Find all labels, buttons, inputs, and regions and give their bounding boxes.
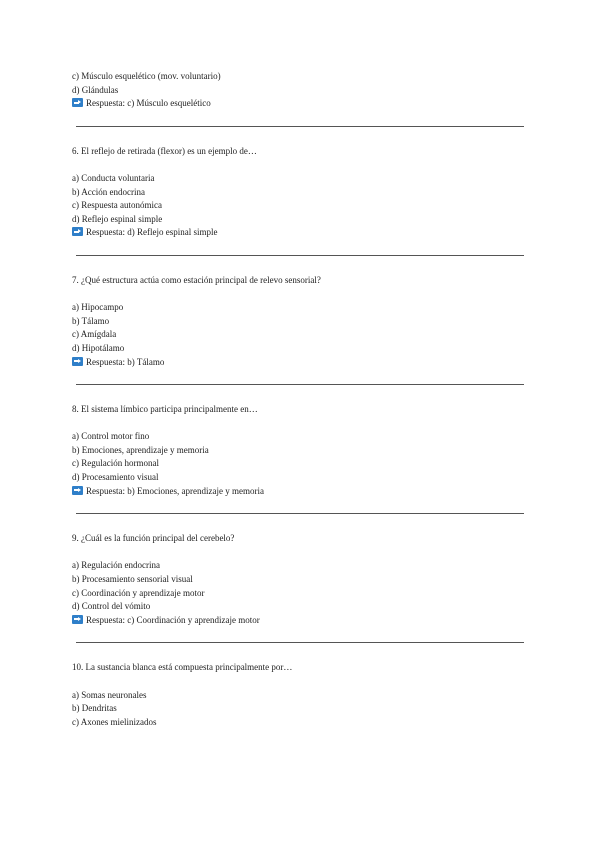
answer-text: Respuesta: b) Tálamo — [86, 356, 165, 367]
option-d: d) Procesamiento visual — [72, 472, 159, 483]
option-a: a) Hipocampo — [72, 302, 124, 313]
question-block-8 — [72, 403, 524, 498]
answer-text: Respuesta: d) Reflejo espinal simple — [86, 227, 218, 238]
option-c: c) Respuesta autonómica — [72, 200, 162, 211]
option-c: c) Músculo esquelético (mov. voluntario) — [72, 71, 221, 81]
question-text: 9. ¿Cuál es la función principal del cerebelo? — [72, 533, 235, 544]
option-c: c) Regulación hormonal — [72, 458, 159, 469]
option-d: d) Reflejo espinal simple — [72, 213, 163, 224]
option-b: b) Acción endocrina — [72, 186, 145, 197]
question-text: 7. ¿Qué estructura actúa como estación principal de relevo sensorial? — [72, 274, 321, 285]
question-text: 10. La sustancia blanca está compuesta principalmente por… — [72, 662, 293, 673]
divider — [76, 126, 524, 127]
answer-text: Respuesta: b) Emociones, aprendizaje y memoria — [86, 485, 264, 496]
question-block-7 — [72, 274, 524, 369]
option-b: b) Tálamo — [72, 315, 110, 326]
answer-line — [72, 614, 524, 628]
option-a: a) Regulación endocrina — [72, 560, 160, 571]
right-arrow-icon — [72, 357, 83, 366]
option-a: a) Somas neuronales — [72, 689, 147, 700]
question-text: 6. El reflejo de retirada (flexor) es un ejemplo de… — [72, 145, 257, 156]
option-d: d) Control del vómito — [72, 601, 151, 612]
question-block-10 — [72, 661, 524, 729]
answer-text: Respuesta: c) Coordinación y aprendizaje motor — [86, 614, 260, 625]
answer-line — [72, 226, 524, 240]
question-block-5-tail — [72, 70, 524, 111]
option-c: c) Axones mielinizados — [72, 716, 157, 727]
answer-line — [72, 356, 524, 370]
option-c: c) Coordinación y aprendizaje motor — [72, 587, 205, 598]
document-page — [72, 70, 524, 729]
divider — [76, 384, 524, 385]
option-b: b) Dendritas — [72, 703, 117, 714]
question-text: 8. El sistema límbico participa principalmente en… — [72, 404, 258, 415]
divider — [76, 255, 524, 256]
answer-line — [72, 97, 524, 111]
option-a: a) Control motor fino — [72, 431, 150, 442]
right-arrow-icon — [72, 227, 83, 236]
option-b: b) Procesamiento sensorial visual — [72, 574, 193, 585]
answer-text: Respuesta: c) Músculo esquelético — [86, 98, 211, 109]
divider — [76, 513, 524, 514]
answer-line — [72, 485, 524, 499]
divider — [76, 642, 524, 643]
right-arrow-icon — [72, 98, 83, 107]
option-c: c) Amígdala — [72, 329, 117, 340]
question-block-6 — [72, 145, 524, 240]
question-block-9 — [72, 532, 524, 627]
right-arrow-icon — [72, 615, 83, 624]
right-arrow-icon — [72, 486, 83, 495]
option-b: b) Emociones, aprendizaje y memoria — [72, 444, 209, 455]
option-a: a) Conducta voluntaria — [72, 172, 155, 183]
option-d: d) Hipotálamo — [72, 342, 125, 353]
option-d: d) Glándulas — [72, 84, 119, 95]
